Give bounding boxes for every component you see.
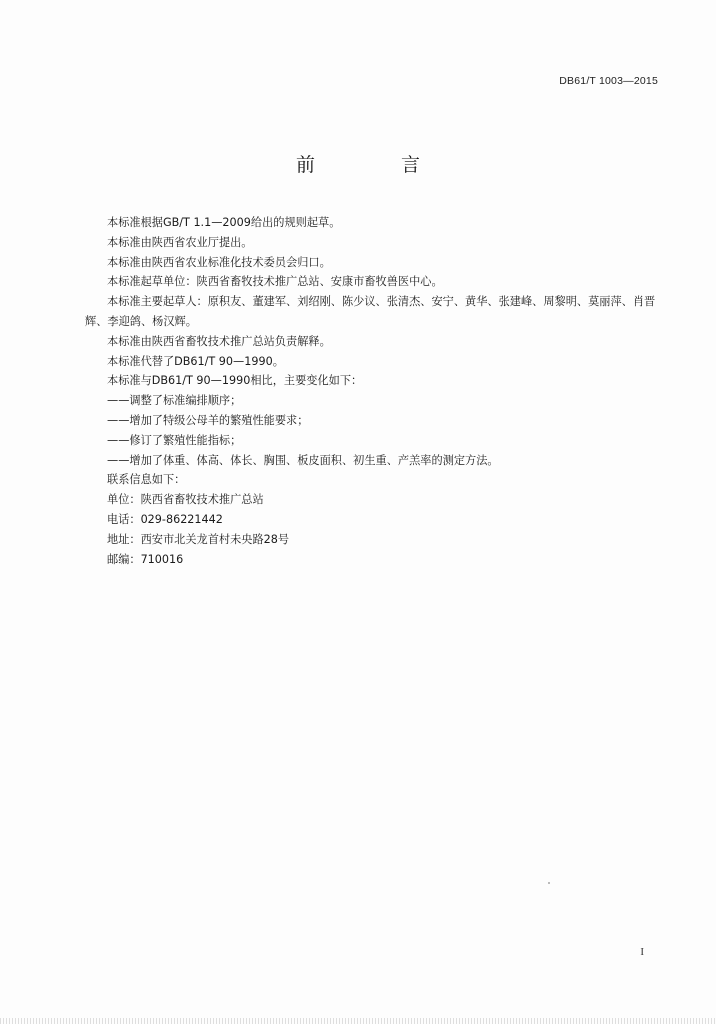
page-number: I bbox=[640, 946, 644, 958]
paragraph-replaces: 本标准代替了DB61/T 90—1990。 bbox=[107, 354, 284, 368]
page-title: 前 言 bbox=[295, 154, 461, 176]
paragraph-drafting-units: 本标准起草单位：陕西省畜牧技术推广总站、安康市畜牧兽医中心。 bbox=[107, 275, 443, 289]
body-text bbox=[85, 213, 660, 569]
standard-code: DB61/T 1003—2015 bbox=[559, 75, 658, 87]
paragraph-changes-intro: 本标准与DB61/T 90—1990相比，主要变化如下： bbox=[107, 374, 363, 388]
scan-speck bbox=[548, 882, 550, 884]
list-item-change: ——修订了繁殖性能指标； bbox=[107, 433, 242, 447]
contact-unit: 单位：陕西省畜牧技术推广总站 bbox=[107, 493, 264, 507]
paragraph-centralized: 本标准由陕西省农业标准化技术委员会归口。 bbox=[107, 255, 331, 269]
paragraph-interpretation: 本标准由陕西省畜牧技术推广总站负责解释。 bbox=[107, 334, 331, 348]
paragraph-drafters: 本标准主要起草人：原积友、董建军、刘绍刚、陈少议、张清杰、安宁、黄华、张建峰、周黎明、莫丽萍、肖晋辉、李迎鸽、杨汉辉。 bbox=[85, 295, 656, 328]
list-item-change: ——增加了体重、体高、体长、胸围、板皮面积、初生重、产羔率的测定方法。 bbox=[107, 453, 499, 467]
contact-postcode: 邮编：710016 bbox=[107, 552, 184, 566]
scan-edge-noise bbox=[0, 1018, 716, 1024]
list-item-change: ——增加了特级公母羊的繁殖性能要求； bbox=[107, 413, 309, 427]
list-item-change: ——调整了标准编排顺序； bbox=[107, 394, 242, 408]
paragraph-drafting-rules: 本标准根据GB/T 1.1—2009给出的规则起草。 bbox=[107, 216, 341, 229]
paragraph-proposer: 本标准由陕西省农业厅提出。 bbox=[107, 235, 253, 249]
contact-phone: 电话：029-86221442 bbox=[107, 512, 223, 526]
paragraph-contact-intro: 联系信息如下： bbox=[107, 473, 186, 487]
contact-address: 地址：西安市北关龙首村未央路28号 bbox=[107, 532, 290, 546]
